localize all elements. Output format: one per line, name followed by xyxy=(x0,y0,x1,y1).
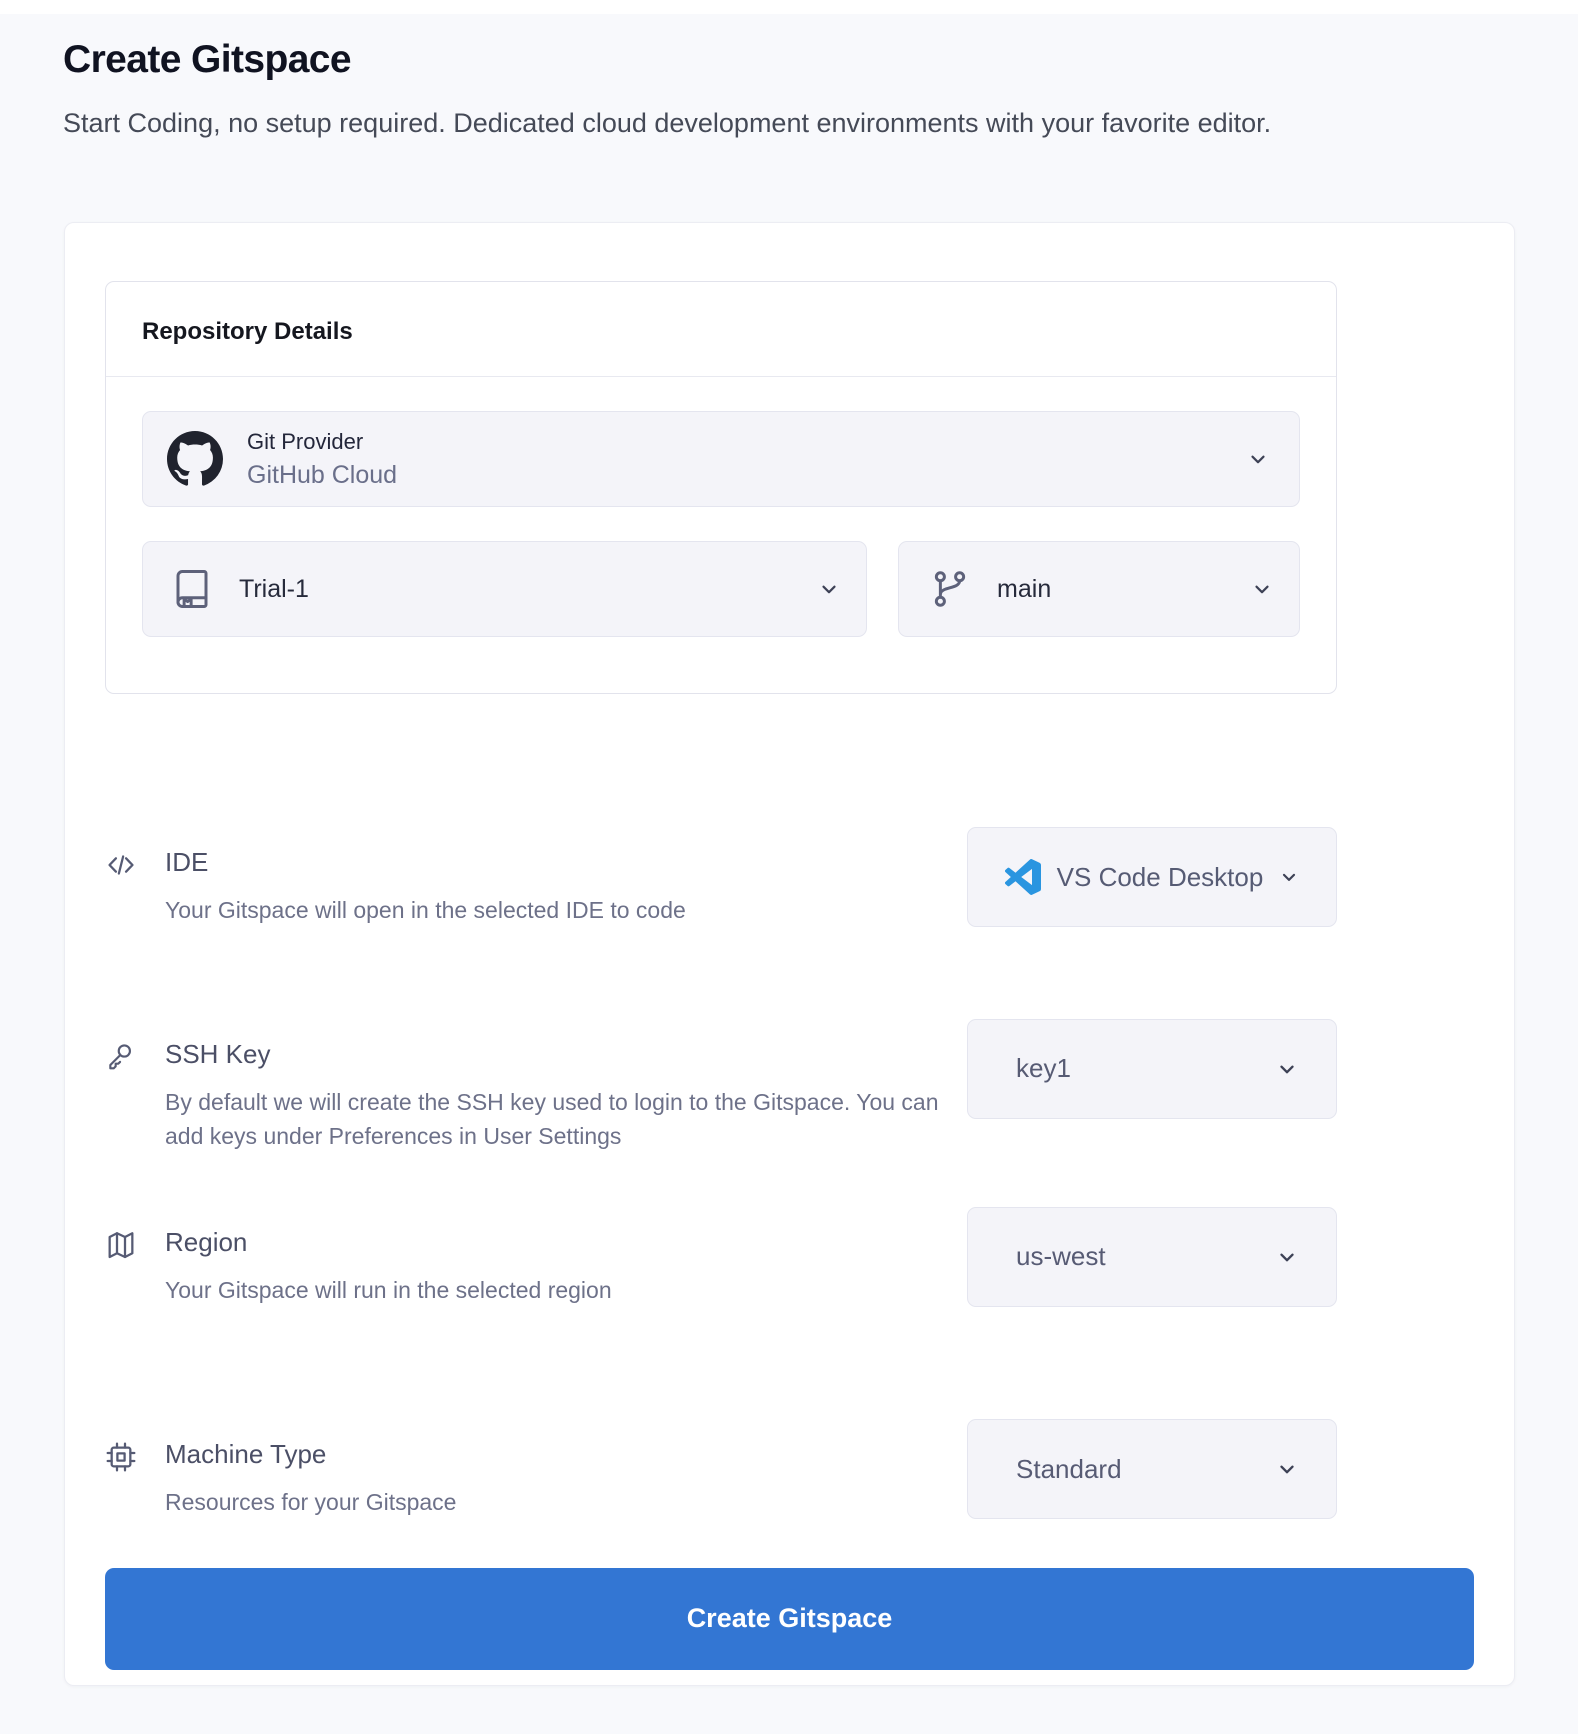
top-strip xyxy=(0,0,1578,14)
ssh-key-select[interactable] xyxy=(967,1019,1337,1119)
repository-details-box xyxy=(105,281,1337,694)
key-icon xyxy=(105,1019,139,1154)
git-provider-select[interactable] xyxy=(142,411,1300,507)
cpu-icon xyxy=(105,1419,139,1520)
chevron-down-icon xyxy=(1247,448,1269,470)
repository-details-header xyxy=(106,282,1336,376)
create-gitspace-button[interactable]: Create Gitspace xyxy=(105,1568,1474,1670)
chevron-down-icon xyxy=(1279,867,1299,887)
ide-title: IDE xyxy=(165,847,209,878)
ssh-key-row xyxy=(105,1019,1337,1154)
repository-value: Trial-1 xyxy=(239,574,309,603)
branch-value: main xyxy=(997,574,1052,603)
repository-details-title: Repository Details xyxy=(142,318,353,346)
git-branch-icon xyxy=(929,568,971,610)
ide-select[interactable] xyxy=(967,827,1337,927)
chevron-down-icon xyxy=(818,578,840,600)
page-subtitle: Start Coding, no setup required. Dedicated cloud development environments with your favorite editor. xyxy=(63,108,1272,138)
repo-branch-row xyxy=(142,541,1300,637)
page-header xyxy=(0,14,1578,142)
vscode-icon xyxy=(1005,859,1041,895)
chevron-down-icon xyxy=(1276,1458,1298,1480)
chevron-down-icon xyxy=(1276,1058,1298,1080)
git-provider-value: GitHub Cloud xyxy=(247,460,398,489)
ide-description: Your Gitspace will open in the selected IDE to code xyxy=(165,897,686,924)
machine-type-title: Machine Type xyxy=(165,1439,327,1470)
machine-type-select[interactable] xyxy=(967,1419,1337,1519)
code-icon xyxy=(105,827,139,928)
ide-value: VS Code Desktop xyxy=(1056,861,1264,892)
region-value: us-west xyxy=(1016,1241,1106,1272)
region-row xyxy=(105,1207,1337,1308)
github-icon xyxy=(167,431,223,487)
region-select[interactable] xyxy=(967,1207,1337,1307)
ssh-key-description: By default we will create the SSH key used to login to the Gitspace. You can add keys under Preferences in User Settings xyxy=(165,1088,939,1150)
repository-select[interactable] xyxy=(142,541,867,637)
ide-info xyxy=(105,827,686,928)
page-title: Create Gitspace xyxy=(63,38,351,81)
region-title: Region xyxy=(165,1226,248,1257)
region-description: Your Gitspace will run in the selected region xyxy=(165,1276,612,1303)
map-icon xyxy=(105,1207,139,1308)
branch-select[interactable] xyxy=(898,541,1300,637)
ide-row xyxy=(105,827,1337,928)
git-provider-label: Git Provider xyxy=(247,428,364,454)
repository-details-body xyxy=(106,377,1336,693)
region-info xyxy=(105,1207,612,1308)
repo-book-icon xyxy=(171,568,213,610)
machine-type-info xyxy=(105,1419,456,1520)
machine-type-value: Standard xyxy=(1016,1453,1122,1484)
ssh-key-value: key1 xyxy=(1016,1053,1071,1084)
machine-type-description: Resources for your Gitspace xyxy=(165,1489,457,1516)
chevron-down-icon xyxy=(1251,578,1273,600)
git-provider-labels xyxy=(247,429,397,490)
ssh-key-title: SSH Key xyxy=(165,1038,271,1069)
ssh-key-info xyxy=(105,1019,965,1154)
machine-type-row xyxy=(105,1419,1337,1520)
create-gitspace-card xyxy=(64,222,1515,1686)
chevron-down-icon xyxy=(1276,1246,1298,1268)
